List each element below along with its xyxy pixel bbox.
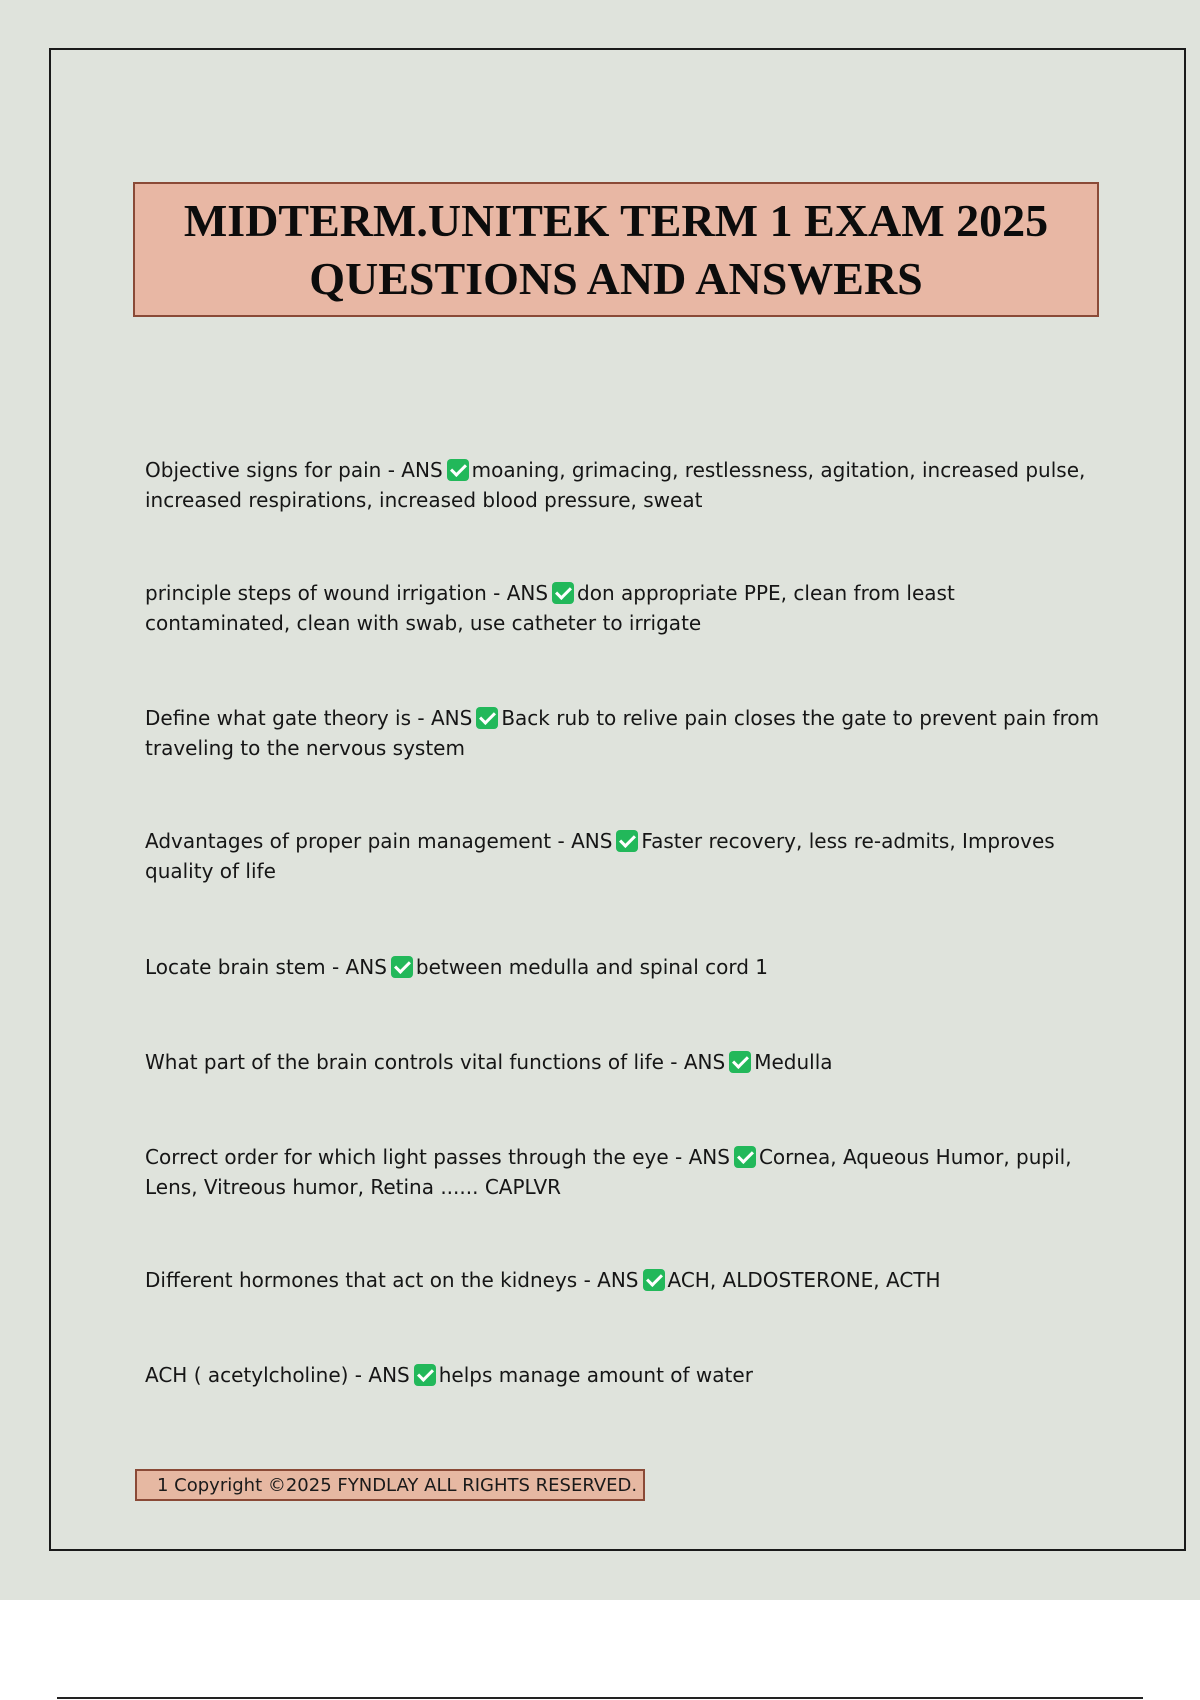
qa-item	[145, 578, 1105, 638]
question-text: Correct order for which light passes through the eye	[145, 1145, 669, 1169]
separator: -	[348, 1363, 369, 1387]
qa-item	[145, 1142, 1105, 1202]
ans-label: ANS	[345, 955, 387, 979]
check-mark-icon	[729, 1051, 751, 1073]
check-mark-icon	[476, 707, 498, 729]
question-text: Define what gate theory is	[145, 706, 412, 730]
qa-item	[145, 703, 1105, 763]
separator: -	[668, 1145, 689, 1169]
ans-label: ANS	[597, 1268, 639, 1292]
separator: -	[663, 1050, 684, 1074]
answer-text: Back rub to relive pain closes the gate to prevent pain from traveling to the nervous system	[145, 706, 1100, 760]
title-line-1: MIDTERM.UNITEK TERM 1 EXAM 2025	[183, 194, 1049, 246]
question-text: Locate brain stem	[145, 955, 326, 979]
question-text: Different hormones that act on the kidneys	[145, 1268, 578, 1292]
check-mark-icon	[552, 582, 574, 604]
bottom-divider	[57, 1697, 1143, 1699]
ans-label: ANS	[571, 829, 613, 853]
answer-text: Faster recovery, less re-admits, Improves quality of life	[145, 829, 1055, 883]
answer-text: helps manage amount of water	[438, 1363, 753, 1387]
ans-label: ANS	[683, 1050, 726, 1074]
ans-label: ANS	[401, 458, 443, 482]
qa-item	[145, 826, 1105, 886]
qa-item	[145, 1360, 1105, 1390]
check-mark-icon	[447, 459, 469, 481]
answer-text: don appropriate PPE, clean from least contaminated, clean with swab, use catheter to irrigate	[145, 581, 955, 635]
answer-text: moaning, grimacing, restlessness, agitation, increased pulse, increased respirations, increased blood pressure, sweat	[145, 458, 1086, 512]
check-mark-icon	[391, 956, 413, 978]
check-mark-icon	[414, 1364, 436, 1386]
separator: -	[577, 1268, 598, 1292]
separator: -	[551, 829, 572, 853]
copyright-text: 1 Copyright ©2025 FYNDLAY ALL RIGHTS RESERVED.	[157, 1474, 638, 1496]
ans-label: ANS	[368, 1363, 410, 1387]
check-mark-icon	[616, 830, 638, 852]
copyright-footer	[135, 1469, 645, 1501]
check-mark-icon	[734, 1146, 756, 1168]
ans-label: ANS	[430, 706, 473, 730]
separator: -	[381, 458, 402, 482]
ans-label: ANS	[506, 581, 549, 605]
qa-item	[145, 455, 1105, 515]
title-line-2: QUESTIONS AND ANSWERS	[309, 252, 923, 304]
qa-item	[145, 952, 1105, 982]
answer-text: Medulla	[754, 1050, 833, 1074]
ans-label: ANS	[688, 1145, 730, 1169]
qa-item	[145, 1047, 1105, 1077]
separator: -	[325, 955, 346, 979]
question-text: Objective signs for pain	[145, 458, 382, 482]
qa-item	[145, 1265, 1105, 1295]
question-text: Advantages of proper pain management	[145, 829, 552, 853]
title-banner	[133, 182, 1099, 317]
separator: -	[486, 581, 507, 605]
separator: -	[411, 706, 431, 730]
question-text: What part of the brain controls vital functions of life	[145, 1050, 664, 1074]
check-mark-icon	[643, 1269, 665, 1291]
answer-text: Cornea, Aqueous Humor, pupil, Lens, Vitreous humor, Retina ...... CAPLVR	[145, 1145, 1072, 1199]
question-text: ACH ( acetylcholine)	[145, 1363, 349, 1387]
answer-text: ACH, ALDOSTERONE, ACTH	[667, 1268, 941, 1292]
answer-text: between medulla and spinal cord 1	[415, 955, 768, 979]
question-text: principle steps of wound irrigation	[145, 581, 487, 605]
